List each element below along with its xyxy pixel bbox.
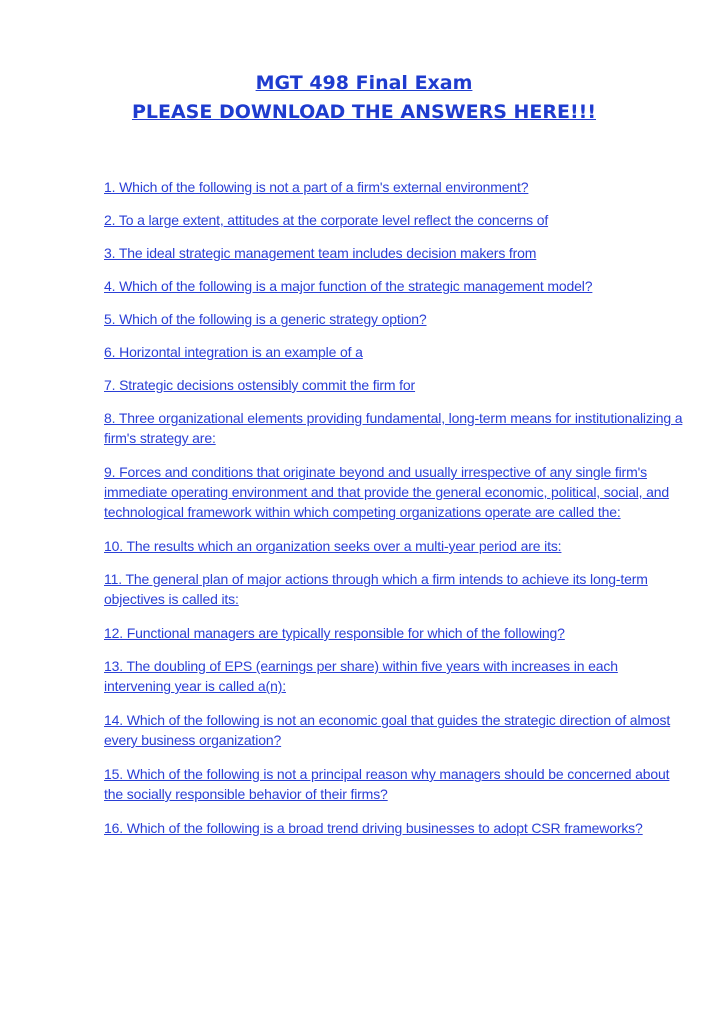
question-link-12[interactable]: 12. Functional managers are typically responsible for which of the following? [104, 625, 565, 641]
question-link-13[interactable]: 13. The doubling of EPS (earnings per share) within five years with increases in each intervening year is called a(n): [104, 658, 618, 694]
question-link-11[interactable]: 11. The general plan of major actions through which a firm intends to achieve its long-term objectives is called its: [104, 571, 648, 607]
download-answers-link[interactable]: PLEASE DOWNLOAD THE ANSWERS HERE!!! [131, 101, 597, 123]
question-link-15[interactable]: 15. Which of the following is not a principal reason why managers should be concerned about the socially responsible behavior of their firms? [104, 766, 670, 802]
question-link-2[interactable]: 2. To a large extent, attitudes at the corporate level reflect the concerns of [104, 212, 549, 228]
question-link-14[interactable]: 14. Which of the following is not an economic goal that guides the strategic direction of almost every business organization? [104, 712, 671, 748]
question-link-8[interactable]: 8. Three organizational elements providing fundamental, long-term means for institutionalizing a firm's strategy are: [104, 410, 683, 446]
question-link-3[interactable]: 3. The ideal strategic management team includes decision makers from [104, 245, 537, 261]
question-link-1[interactable]: 1. Which of the following is not a part of a firm's external environment? [104, 179, 529, 195]
question-link-9[interactable]: 9. Forces and conditions that originate beyond and usually irrespective of any single firm's immediate operating environment and that provide the general economic, political, social, and technological framework within which competing organizations operate are called the: [104, 464, 670, 520]
question-link-7[interactable]: 7. Strategic decisions ostensibly commit the firm for [104, 377, 416, 393]
question-link-5[interactable]: 5. Which of the following is a generic strategy option? [104, 311, 427, 327]
question-link-4[interactable]: 4. Which of the following is a major function of the strategic management model? [104, 278, 593, 294]
question-link-16[interactable]: 16. Which of the following is a broad trend driving businesses to adopt CSR frameworks? [104, 820, 643, 836]
exam-title[interactable]: MGT 498 Final Exam [255, 72, 473, 94]
question-list [104, 177, 684, 852]
question-link-10[interactable]: 10. The results which an organization seeks over a multi-year period are its: [104, 538, 562, 554]
question-link-6[interactable]: 6. Horizontal integration is an example of a [104, 344, 363, 360]
